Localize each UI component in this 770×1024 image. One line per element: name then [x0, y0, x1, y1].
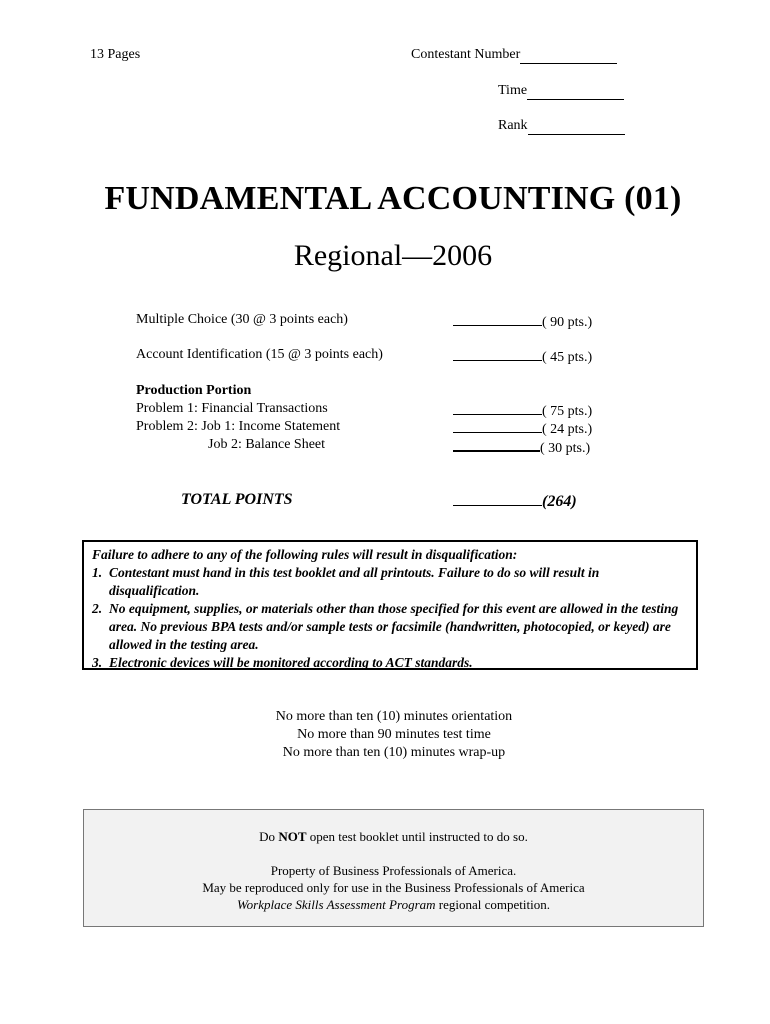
do-not-open-prefix: Do [259, 829, 279, 844]
rules-intro: Failure to adhere to any of the following rules will result in disqualification: [92, 547, 518, 562]
multiple-choice-label: Multiple Choice (30 @ 3 points each) [136, 312, 348, 327]
problem2-job1-points: ( 24 pts.) [542, 422, 593, 437]
do-not-open-notice [84, 828, 703, 845]
contestant-number-field[interactable] [411, 47, 617, 64]
problem1-blank[interactable] [453, 401, 542, 415]
page-count: 13 Pages [90, 47, 141, 62]
problem1-label: Problem 1: Financial Transactions [136, 401, 328, 416]
contestant-number-blank[interactable] [520, 47, 617, 64]
rule-item [92, 564, 688, 600]
problem2-job2-label: Job 2: Balance Sheet [208, 437, 326, 452]
problem2-job1-label: Problem 2: Job 1: Income Statement [136, 419, 341, 434]
timing-wrap-up: No more than ten (10) minutes wrap-up [282, 745, 506, 760]
rule-text: Electronic devices will be monitored according to ACT standards. [109, 655, 473, 670]
program-suffix: regional competition. [435, 897, 550, 912]
problem1-points: ( 75 pts.) [542, 404, 593, 419]
account-identification-label: Account Identification (15 @ 3 points each) [136, 347, 383, 362]
do-not-open-emphasis: NOT [278, 829, 307, 844]
total-points-score [453, 491, 577, 511]
page-subtitle: Regional—2006 [293, 239, 493, 272]
rule-item [92, 654, 688, 672]
rule-number: 1. [92, 565, 103, 580]
multiple-choice-points: ( 90 pts.) [542, 315, 593, 330]
timing-orientation: No more than ten (10) minutes orientation [275, 709, 513, 724]
rules-box [82, 540, 698, 670]
multiple-choice-blank[interactable] [453, 312, 542, 326]
time-label: Time [498, 83, 528, 98]
total-points-blank[interactable] [453, 491, 542, 506]
property-notice: Property of Business Professionals of America. [270, 863, 517, 878]
rule-number: 3. [92, 655, 103, 670]
time-field[interactable] [498, 83, 624, 100]
problem2-job2-blank[interactable] [453, 437, 540, 452]
account-identification-score [453, 347, 592, 366]
rule-text: Contestant must hand in this test booklet and all printouts. Failure to do so will result in disqualification. [109, 565, 600, 598]
contestant-number-label: Contestant Number [411, 47, 521, 62]
account-identification-points: ( 45 pts.) [542, 350, 593, 365]
rule-number: 2. [92, 601, 103, 616]
rule-item [92, 600, 688, 654]
account-identification-blank[interactable] [453, 347, 542, 361]
total-points-value: (264) [542, 493, 577, 510]
timing-block [0, 708, 770, 762]
problem2-job2-points: ( 30 pts.) [540, 441, 591, 456]
production-heading: Production Portion [136, 383, 252, 398]
program-notice [84, 896, 703, 913]
rank-blank[interactable] [528, 118, 625, 135]
reproduce-notice: May be reproduced only for use in the Business Professionals of America [202, 880, 585, 895]
program-name: Workplace Skills Assessment Program [237, 897, 436, 912]
footer-box [83, 809, 704, 927]
rule-text: No equipment, supplies, or materials other than those specified for this event are allowed in the testing area. No previous BPA tests and/or sample tests or facsimile (handwritten, photocopied, or keyed) are allowed in the testing area. [109, 601, 679, 652]
problem2-job2-score [453, 437, 590, 457]
problem2-job1-score [453, 419, 592, 438]
total-points-label: TOTAL POINTS [181, 491, 293, 508]
time-blank[interactable] [527, 83, 624, 100]
timing-test-time: No more than 90 minutes test time [297, 727, 491, 742]
rank-label: Rank [498, 118, 528, 133]
multiple-choice-score [453, 312, 592, 331]
problem1-score [453, 401, 592, 420]
problem2-job1-blank[interactable] [453, 419, 542, 433]
rank-field[interactable] [498, 118, 625, 135]
do-not-open-suffix: open test booklet until instructed to do so. [306, 829, 528, 844]
page-title: FUNDAMENTAL ACCOUNTING (01) [104, 180, 682, 217]
